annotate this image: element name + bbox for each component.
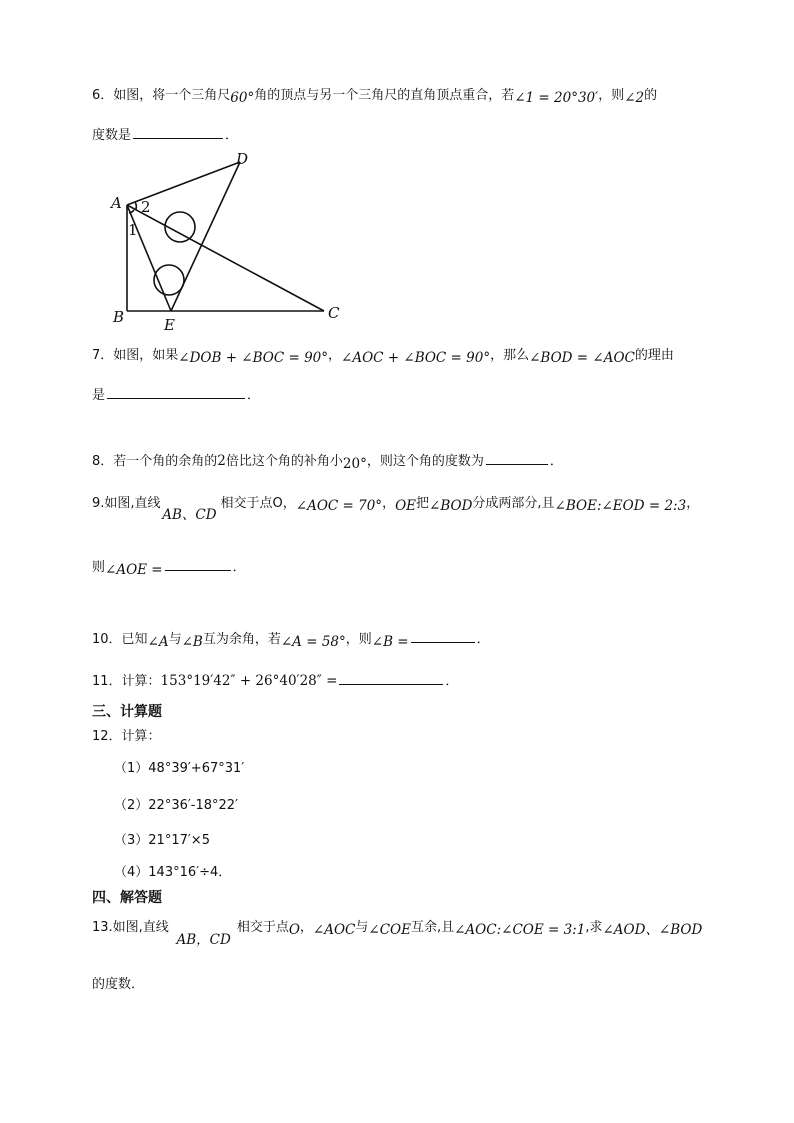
q6-line2: [92, 124, 238, 145]
q12-item-4: （4）143°16′÷4．: [114, 865, 232, 880]
q9-line2: [92, 556, 246, 577]
q13-text: 13.如图,直线: [92, 920, 169, 935]
q9-math-aoe: ∠AOE =: [105, 562, 163, 578]
q13-text: 相交于点: [236, 920, 289, 935]
q9-text: ，: [686, 496, 700, 511]
q9-line1: [92, 494, 700, 523]
q8-answer-blank[interactable]: [486, 450, 548, 465]
q7-text: ，: [328, 348, 342, 363]
q8-math-2: 2: [217, 453, 226, 469]
q13-text: ,求: [585, 920, 603, 935]
q9-math-ab-cd: AB、CD: [162, 507, 217, 523]
label-a: A: [111, 194, 122, 212]
q7-math-3: ∠BOD = ∠AOC: [529, 350, 635, 366]
q13-line1: [92, 918, 703, 948]
label-angle-1: 1: [128, 221, 138, 239]
q6-text: 6．如图，将一个三角尺: [92, 88, 231, 103]
q9-math-aoc: ∠AOC = 70°: [295, 498, 383, 514]
q7-math-2: ∠AOC + ∠BOC = 90°: [341, 350, 491, 366]
q8-text: 倍比这个角的补角小: [225, 454, 343, 469]
q6-text: 度数是: [92, 128, 132, 143]
q10-math-b: ∠B: [181, 634, 203, 650]
q7-answer-blank[interactable]: [107, 384, 245, 399]
label-d: D: [236, 150, 249, 168]
angle-arc-2: [135, 202, 136, 209]
q11-math: 153°19′42″ + 26°40′28″ =: [160, 673, 338, 689]
q13-math-aoc: ∠AOC: [312, 922, 356, 938]
q13-math-coe: ∠COE: [368, 922, 411, 938]
q10-text: ．: [476, 632, 490, 647]
edge-ac: [127, 205, 324, 311]
q8-text: ，则这个角的度数为: [366, 454, 484, 469]
q13-math-ratio: ∠AOC:∠COE = 3:1: [454, 922, 586, 938]
q7-text: ．: [247, 388, 261, 403]
q13-math-o: O: [288, 922, 300, 938]
triangle-figure: [100, 150, 360, 340]
q6-math-angle2: ∠2: [624, 90, 645, 106]
q9-text: 9.如图,直线: [92, 496, 161, 511]
q7-text: 的理由: [634, 348, 674, 363]
q9-text: 分成两部分,且: [472, 496, 555, 511]
label-c: C: [328, 304, 340, 322]
section-heading-answers: 四、解答题: [92, 890, 162, 906]
label-e: E: [164, 316, 175, 334]
q7-text: 7．如图，如果: [92, 348, 179, 363]
q9-text: ．: [232, 560, 246, 575]
q7-line2: [92, 384, 260, 405]
q10-text: ，则: [345, 632, 372, 647]
q10-text: 与: [168, 632, 182, 647]
q13-math-aod-bod: ∠AOD、∠BOD: [602, 922, 703, 938]
q6-math-60: 60°: [230, 90, 255, 106]
q9-answer-blank[interactable]: [165, 556, 231, 571]
q12-item-2: （2）22°36′-18°22′: [114, 798, 239, 813]
q6-line1: [92, 86, 657, 105]
q9-text: 则: [92, 560, 106, 575]
q9-math-ratio: ∠BOE:∠EOD = 2:3: [554, 498, 687, 514]
label-b: B: [113, 308, 125, 326]
q6-answer-blank[interactable]: [133, 124, 223, 139]
q9-text: 把: [416, 496, 430, 511]
q11-answer-blank[interactable]: [339, 670, 443, 685]
q10-text: 10．已知: [92, 632, 148, 647]
q9-math-oe: OE: [395, 498, 417, 514]
q10-math-a58: ∠A = 58°: [280, 634, 346, 650]
q6-text: 角的顶点与另一个三角尺的直角顶点重合，若: [254, 88, 515, 103]
q10-math-beq: ∠B =: [371, 634, 409, 650]
q12-item-1: （1）48°39′+67°31′: [114, 761, 245, 776]
q8-math-20: 20°: [342, 456, 367, 472]
q7-math-1: ∠DOB + ∠BOC = 90°: [178, 350, 329, 366]
q7-text: ，那么: [490, 348, 530, 363]
q13-line2: 的度数．: [92, 977, 145, 992]
q7-text: 是: [92, 388, 106, 403]
label-angle-2: 2: [141, 198, 151, 216]
q10-math-a: ∠A: [147, 634, 169, 650]
q13-text: ，: [299, 920, 313, 935]
section-heading-calculation: 三、计算题: [92, 704, 162, 720]
q6-text: ，则: [598, 88, 625, 103]
q11-text: ．: [445, 674, 459, 689]
q9-text: ，: [382, 496, 396, 511]
q8-text: 8．若一个角的余角的: [92, 454, 218, 469]
q10-answer-blank[interactable]: [411, 628, 475, 643]
q13-math-ab-cd: AB，CD: [176, 932, 231, 948]
q6-text: 的: [644, 88, 658, 103]
q8-line: [92, 450, 563, 471]
q10-text: 互为余角，若: [202, 632, 281, 647]
q12-item-3: （3）21°17′×5: [114, 833, 210, 848]
q13-text: 与: [355, 920, 369, 935]
q6-math-angle1: ∠1 = 20°30′: [514, 90, 599, 106]
q11-text: 11．计算：: [92, 674, 161, 689]
q8-text: ．: [549, 454, 563, 469]
q11-line: [92, 670, 458, 691]
q10-line: [92, 628, 490, 649]
q12-title: 12．计算：: [92, 729, 161, 744]
q13-text: 互余,且: [410, 920, 455, 935]
q6-text: ．: [225, 128, 239, 143]
q9-text: 相交于点O，: [220, 496, 296, 511]
q7-line1: [92, 346, 674, 365]
q9-math-bod: ∠BOD: [429, 498, 473, 514]
